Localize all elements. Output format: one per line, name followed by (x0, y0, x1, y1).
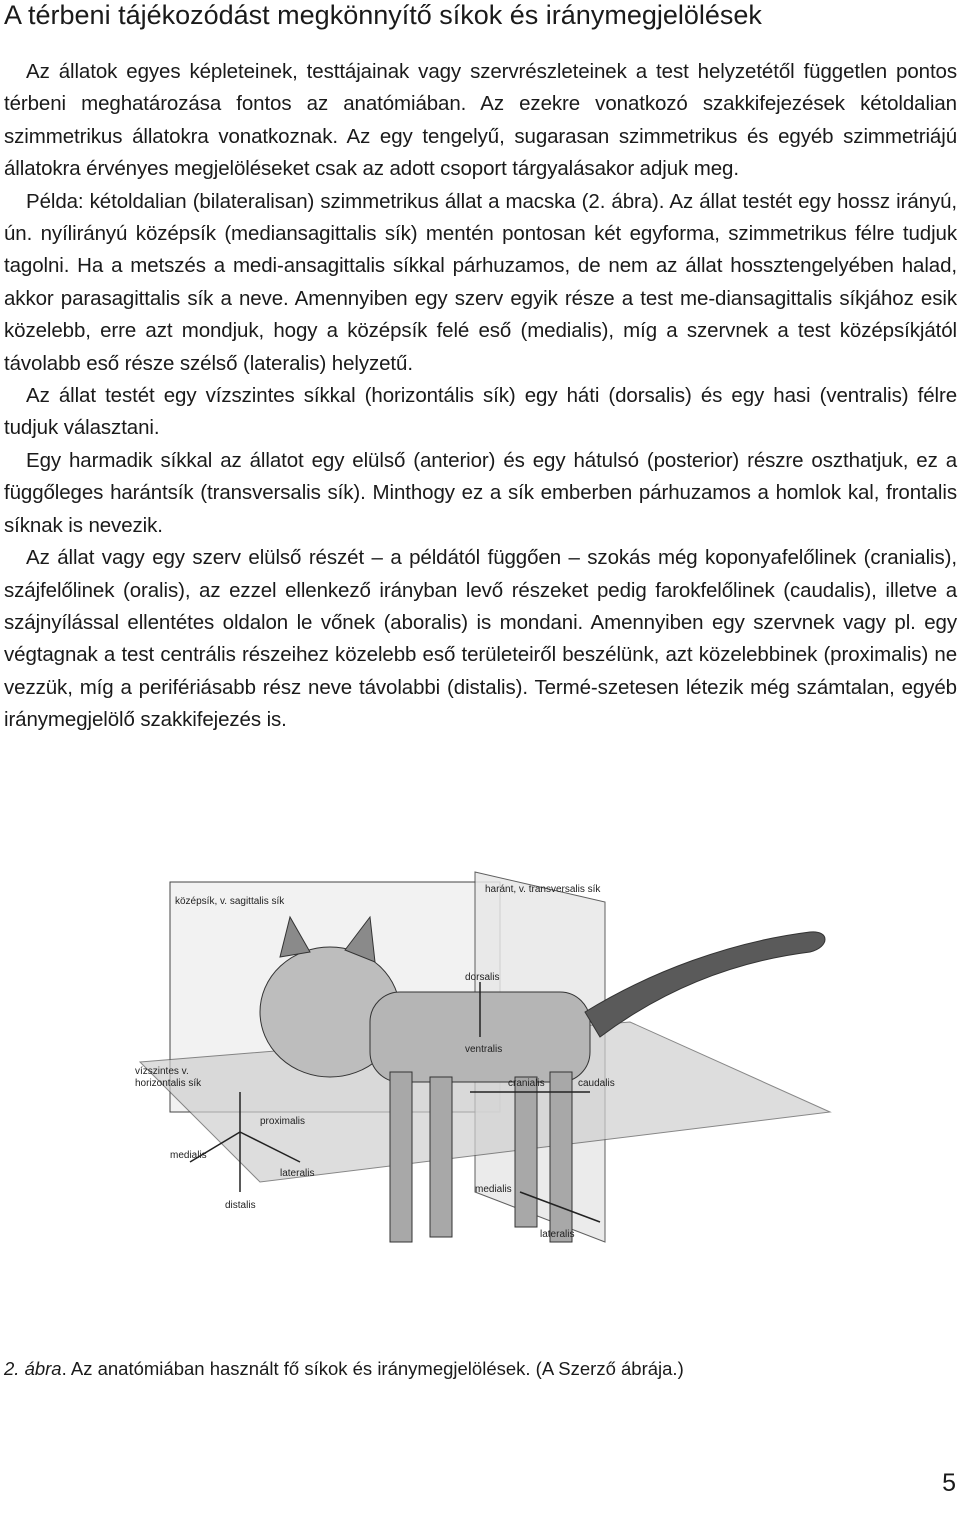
page-title: A térbeni tájékozódást megkönnyítő síkok és iránymegjelölések (4, 0, 762, 30)
label-horizontal-2: horizontalis sík (135, 1078, 202, 1089)
paragraph-intro: Az állatok egyes képleteinek, testtájainak vagy szervrészleteinek a test helyzetétől független pontos térbeni meghatározása fontos az anatómiában. Az ezekre vonatkozó szakkifejezések kétoldalian szimmetrikus állatokra vonatkoznak. Az egy tengelyű, sugarasan szimmetrikus és egyéb szimmetriájú állatokra érvényes megjelöléseket csak az adott csoport tárgyalásakor adjuk meg. (4, 60, 957, 181)
figure-cat-anatomical-planes (130, 862, 960, 1312)
paragraph-transversal: Egy harmadik síkkal az állatot egy elülső (anterior) és egy hátulsó (posterior) részre oszthatjuk, ez a függőleges harántsík (transversalis sík). Minthogy ez a sík emberben párhuzamos a homlok kal, frontalis síknak is nevezik. (4, 448, 957, 537)
caption-ref: 2. ábra (4, 1358, 62, 1379)
label-cranialis: cranialis (508, 1078, 545, 1089)
label-dorsalis: dorsalis (465, 972, 500, 983)
paragraph-directions: Az állat vagy egy szerv elülső részét – a példától függően – szokás még koponyafelőlinek (cranialis), szájfelőlinek (oralis), az ezzel ellenkező irányban levő részeket pedig farokfelőlinek (caudalis), illetve a szájnyílással ellentétes oldalon le vőnek (aboralis) is mondani. Amennyiben egy szervnek vagy pl. egy végtagnak a test centrális részeihez közelebb eső területeiről beszélünk, azt közelebbinek (proximalis) ne vezzük, míg a perifériásabb rész neve távolabbi (distalis). Termé-szetesen létezik még számtalan, egyéb iránymegjelölő szakkifejezés is. (4, 546, 957, 732)
label-proximalis: proximalis (260, 1116, 306, 1127)
figure-caption (4, 1356, 954, 1382)
paragraph-sagittal: Példa: kétoldalian (bilateralisan) szimmetrikus állat a macska (2. ábra). Az állat testét egy hossz irányú, ún. nyílirányú középsík (mediansagittalis sík) mentén pontosan két egyforma, szimmetrikus félre tudjuk tagolni. Ha a metszés a medi-ansagittalis síkkal párhuzamos, de nem az állat hossztengelyében halad, akkor parasagittalis sík a neve. Amennyiben egy szerv egyik része a test me-diansagittalis síkjához esik közelebb, erre azt mondjuk, hogy a középsík felé eső (medialis), míg a szervnek a test középsíkjától távolabb eső része szélső (lateralis) helyzetű. (4, 189, 957, 375)
label-lateralis-right: lateralis (540, 1229, 575, 1240)
caption-text: . Az anatómiában használt fő síkok és iránymegjelölések. (A Szerző ábrája.) (61, 1358, 684, 1379)
label-distalis: distalis (225, 1200, 256, 1211)
body-text (4, 56, 957, 737)
label-transversal: haránt, v. transversalis sík (485, 884, 601, 895)
label-medialis-right: medialis (475, 1184, 512, 1195)
label-horizontal-1: vízszintes v. (135, 1066, 189, 1077)
label-ventralis: ventralis (465, 1044, 503, 1055)
page-number: 5 (942, 1469, 956, 1497)
label-caudalis: caudalis (578, 1078, 615, 1089)
cat-planes-illustration (130, 862, 960, 1312)
label-medialis-left: medialis (170, 1150, 207, 1161)
paragraph-horizontal: Az állat testét egy vízszintes síkkal (horizontális sík) egy háti (dorsalis) és egy hasi (ventralis) félre tudjuk választani. (4, 384, 957, 440)
label-lateralis-left: lateralis (280, 1168, 315, 1179)
label-sagittal: középsík, v. sagittalis sík (175, 896, 285, 907)
